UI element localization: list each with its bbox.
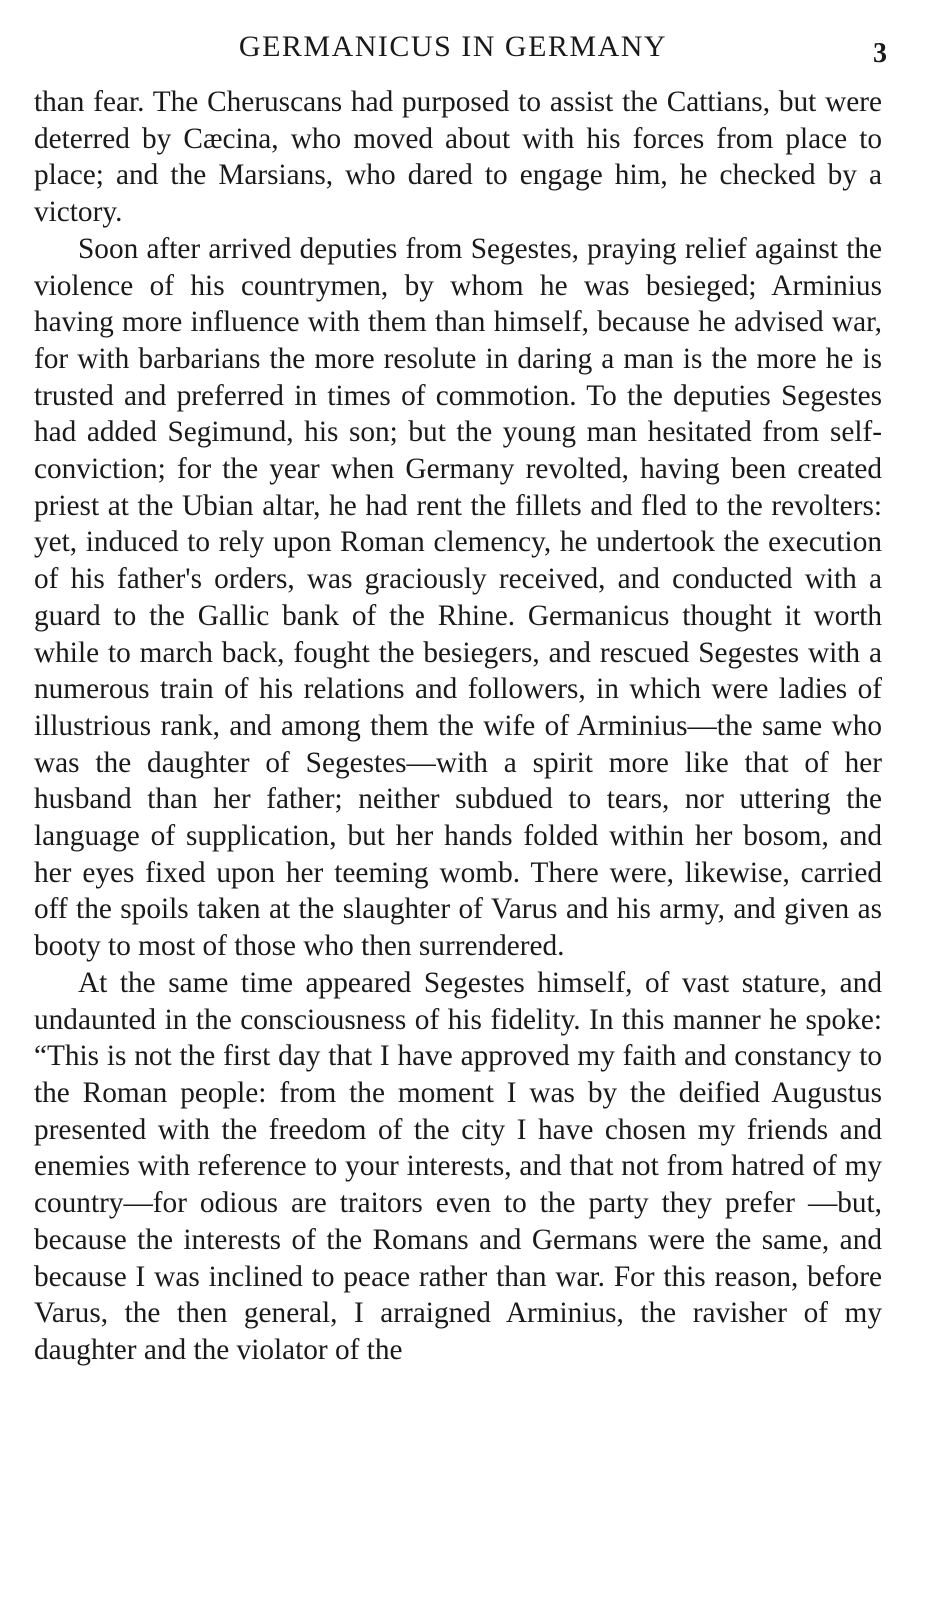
running-title: GERMANICUS IN GERMANY xyxy=(238,30,668,63)
page-number: 3 xyxy=(873,38,887,69)
running-head xyxy=(34,22,887,74)
paragraph-segestes-deputies: Soon after arrived deputies from Segestes, praying relief against the violence of his countrymen, by whom he was besieged; Arminius having more influence with them than himself, because he advised war, for with barbarians the more resolute in daring a man is the more he is trusted and preferred in times of commotion. To the deputies Segestes had added Segimund, his son; but the young man hesitated from self-conviction; for the year when Germany revolted, having been created priest at the Ubian altar, he had rent the fillets and fled to the revolters: yet, induced to rely upon Roman clemency, he undertook the execution of his father's orders, was graciously received, and conducted with a guard to the Gallic bank of the Rhine. Germanicus thought it worth while to march back, fought the besiegers, and rescued Segestes with a numerous train of his relations and followers, in which were ladies of illustrious rank, and among them the wife of Arminius—the same who was the daughter of Segestes—with a spirit more like that of her husband than her father; neither subdued to tears, nor uttering the language of supplication, but her hands folded within her bosom, and her eyes fixed upon her teeming womb. There were, likewise, carried off the spoils taken at the slaughter of Varus and his army, and given as booty to most of those who then surrendered. xyxy=(34,232,882,963)
paragraph-segestes-speech: At the same time appeared Segestes himself, of vast stature, and undaunted in the consciousness of his fidelity. In this manner he spoke: “This is not the first day that I have approved my faith and constancy to the Roman people: from the moment I was by the deified Augustus presented with the freedom of the city I have chosen my friends and enemies with reference to your interests, and that not from hatred of my country—for odious are traitors even to the party they prefer —but, because the interests of the Romans and Germans were the same, and because I was inclined to peace rather than war. For this reason, before Varus, the then general, I arraigned Arminius, the ravisher of my daughter and the violator of the xyxy=(34,966,882,1366)
body-text xyxy=(34,84,882,1369)
book-page xyxy=(34,22,887,1369)
paragraph-continued: than fear. The Cheruscans had purposed to assist the Cattians, but were deterred by Cæcina, who moved about with his forces from place to place; and the Marsians, who dared to engage him, he checked by a victory. xyxy=(34,86,882,229)
